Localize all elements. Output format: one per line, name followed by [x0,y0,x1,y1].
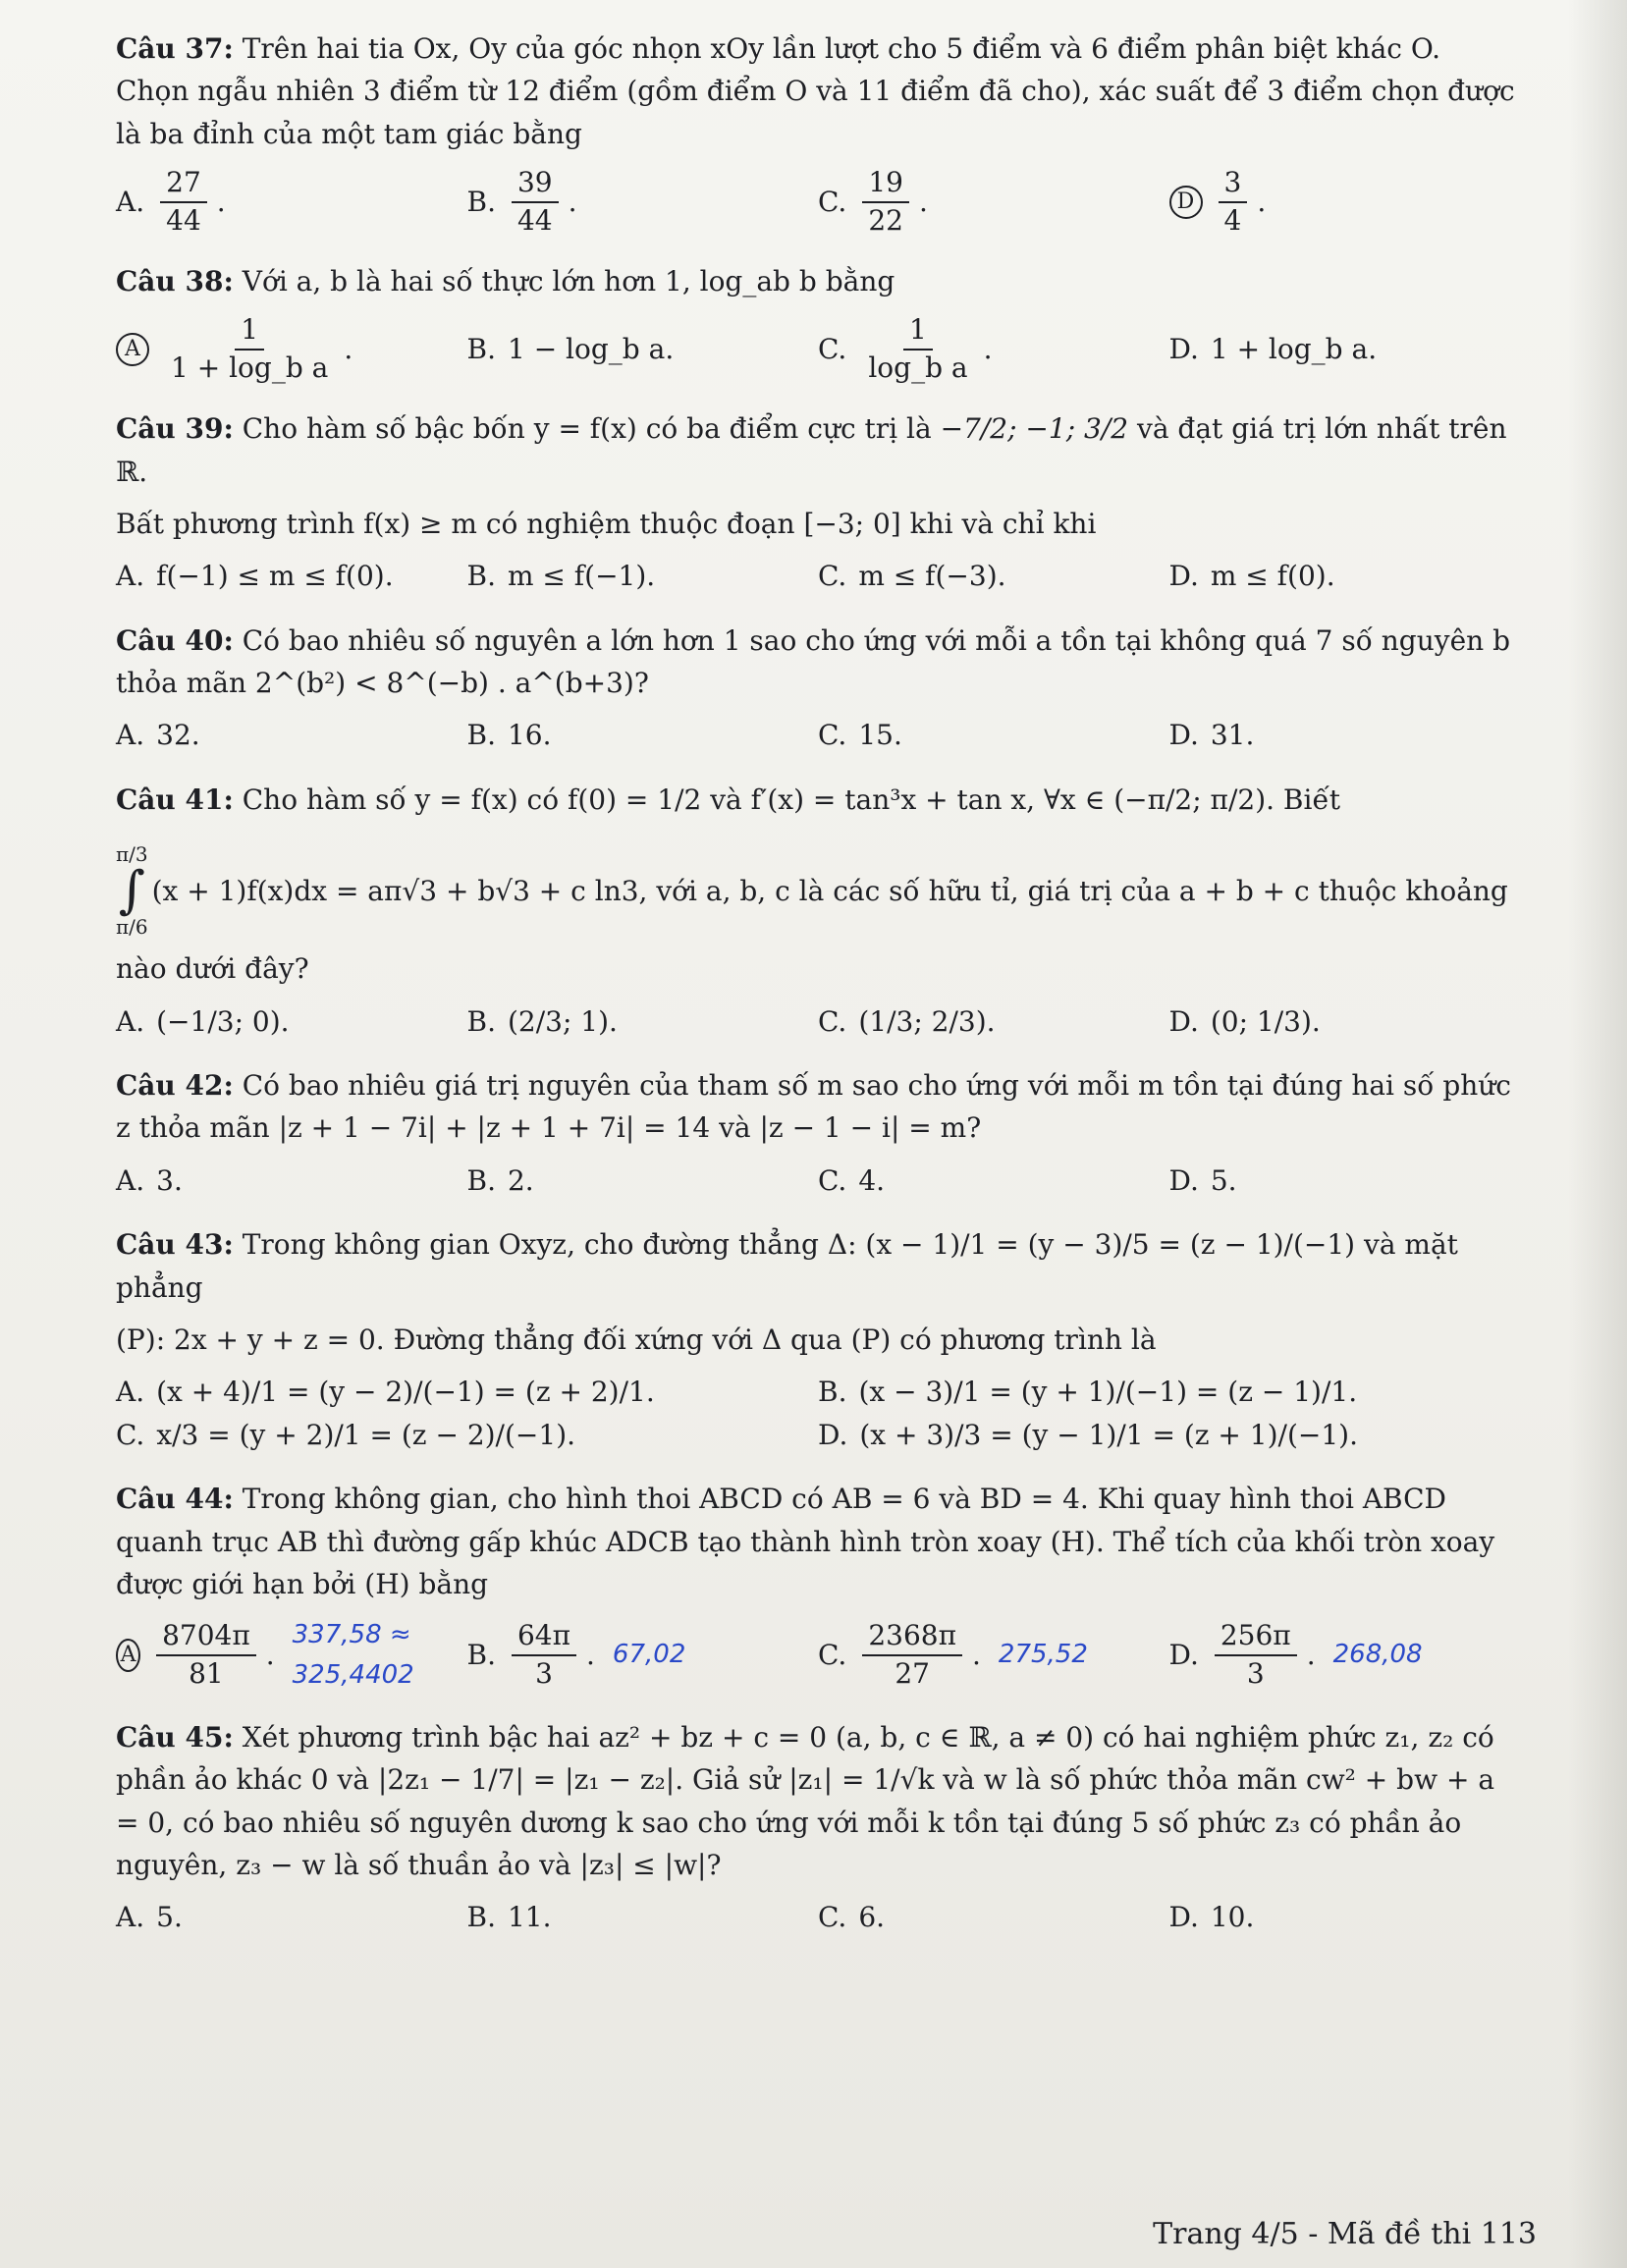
option-c[interactable]: C. $\frac{19}{22}$ . [818,165,1169,239]
option-text: 11. [507,1901,552,1934]
answer-options [116,1000,1520,1043]
option-a[interactable] [116,714,467,756]
option-letter: C. [116,1418,145,1451]
option-text: (x − 3)/1 = (y + 1)/(−1) = (z − 1)/1. [858,1376,1358,1409]
option-letter: B. [466,1004,496,1038]
option-letter: C. [818,719,847,752]
question-label: Câu 38: [116,264,234,297]
integrand-text: (x + 1)f(x)dx = aπ√3 + b√3 + c ln3, với a, b, c là các số hữu tỉ, giá trị của a + b + c thuộc khoảng [151,874,1508,907]
answer-options [116,1615,1520,1695]
question-label: Câu 43: [116,1228,234,1262]
option-a[interactable]: A $\frac{1}{\text{1 + log\_b a}}$ . [116,312,467,386]
option-c[interactable]: C. $\frac{2368\pi}{27}$ . 275,52 [818,1618,1169,1692]
answer-options [116,555,1520,597]
question-39 [116,407,1520,598]
option-b[interactable] [467,1896,819,1938]
circled-answer-mark: A [116,1639,140,1672]
option-text: m ≤ f(−3). [858,560,1006,593]
option-text: 3. [156,1163,183,1197]
question-text: Với a, b là hai số thực lớn hơn 1, log_ab b bằng [242,264,895,297]
option-text: (2/3; 1). [507,1004,618,1038]
option-d[interactable] [1169,1896,1521,1938]
question-text: Trong không gian Oxyz, cho đường thẳng Δ: (x − 1)/1 = (y − 3)/5 = (z − 1)/(−1) và mặt phẳng [116,1228,1458,1304]
option-letter: A. [116,719,145,752]
answer-options [116,1160,1520,1202]
question-text: Trên hai tia Ox, Oy của góc nhọn xOy lần lượt cho 5 điểm và 6 điểm phân biệt khác O. Chọn ngẫu nhiên 3 điểm từ 12 điểm (gồm điểm O và 11 điểm đã cho), xác suất để 3 điểm chọn được là ba đỉnh của một tam giác bằng [116,32,1515,150]
option-d[interactable] [1169,328,1521,370]
option-c[interactable]: C. $\frac{1}{\text{log\_b a}}$ . [818,312,1169,386]
option-letter: D. [1168,719,1199,752]
option-d[interactable] [1169,714,1521,756]
option-letter: B. [466,333,496,366]
handwritten-note: 67,02 [612,1640,686,1670]
option-a[interactable]: A. $\frac{27}{44}$ . [116,165,467,239]
question-38 [116,260,1520,386]
integral-lower-bound: π/6 [116,915,148,940]
question-text-line3: nào dưới đây? [116,952,309,986]
option-letter: B. [466,560,496,593]
option-d[interactable]: D. $\frac{256\pi}{3}$ . 268,08 [1169,1618,1521,1692]
option-letter: D. [1168,560,1199,593]
integral-expression [116,843,1508,938]
option-b[interactable] [467,714,819,756]
option-letter: B. [466,1163,496,1197]
option-letter: D. [1168,1163,1199,1197]
option-b[interactable] [467,555,819,597]
fraction: $\frac{8704\pi}{81}$ [156,1618,256,1692]
option-letter: B. [818,1376,847,1409]
option-d[interactable] [1169,1000,1521,1043]
option-text: (1/3; 2/3). [858,1004,996,1038]
option-letter: B. [466,719,496,752]
option-text: 5. [1210,1163,1237,1197]
option-letter: A. [116,185,145,218]
question-44 [116,1478,1520,1695]
option-letter: D. [1168,1638,1199,1671]
question-text-line2: Bất phương trình f(x) ≥ m có nghiệm thuộc đoạn [−3; 0] khi và chỉ khi [116,507,1097,540]
fraction: $\frac{19}{22}$ [862,165,909,239]
option-text: 5. [156,1901,183,1934]
question-45 [116,1716,1520,1939]
option-letter: C. [818,1638,847,1671]
fraction: $\frac{2368\pi}{27}$ [862,1618,962,1692]
option-b[interactable] [818,1371,1520,1413]
question-label: Câu 37: [116,32,234,65]
question-label: Câu 41: [116,783,234,816]
handwritten-note: 268,08 [1332,1640,1423,1670]
integral-upper-bound: π/3 [116,842,148,867]
option-text: 10. [1210,1901,1255,1934]
question-40 [116,620,1520,757]
option-text: (x + 4)/1 = (y − 2)/(−1) = (z + 2)/1. [156,1376,655,1409]
option-b[interactable] [467,328,819,370]
option-text: 32. [156,719,200,752]
option-a[interactable] [116,1000,467,1043]
option-c[interactable] [818,555,1169,597]
option-d[interactable] [1169,1160,1521,1202]
option-d[interactable]: D $\frac{3}{4}$ . [1169,165,1521,239]
handwritten-note: 337,58 ≈ 325,4402 [292,1620,414,1690]
fraction: $\frac{1}{\text{log\_b a}}$ [868,313,968,384]
question-text-cont: và đạt giá trị lớn nhất trên ℝ. [116,412,1507,488]
answer-options [116,1896,1520,1938]
answer-options [116,165,1520,239]
answer-options [116,1371,1520,1456]
option-text: (x + 3)/3 = (y − 1)/1 = (z + 1)/(−1). [859,1418,1358,1451]
option-letter: C. [818,185,847,218]
option-letter: A. [116,560,145,593]
option-text: 6. [858,1901,886,1934]
extrema-values: −7/2; −1; 3/2 [940,412,1129,446]
option-a[interactable] [116,1160,467,1202]
option-letter: C. [818,560,847,593]
question-text: Có bao nhiêu giá trị nguyên của tham số m sao cho ứng với mỗi m tồn tại đúng hai số phức z thỏa mãn |z + 1 − 7i| + |z + 1 + 7i| = 14 và |z − 1 − i| = m? [116,1069,1511,1145]
question-label: Câu 42: [116,1069,234,1103]
option-c[interactable] [818,1896,1169,1938]
question-list [116,27,1520,1961]
option-letter: B. [466,1638,496,1671]
question-label: Câu 39: [116,412,234,446]
question-label: Câu 45: [116,1720,234,1754]
option-b[interactable]: B. $\frac{64\pi}{3}$ . 67,02 [467,1618,819,1692]
question-text: Xét phương trình bậc hai az² + bz + c = 0 (a, b, c ∈ ℝ, a ≠ 0) có hai nghiệm phức z₁, z₂ có phần ảo khác 0 và |2z₁ − 1/7| = |z₁ − z₂|. Giả sử |z₁| = 1/√k và w là số phức thỏa mãn cw² + bw + a = 0, có bao nhiêu số nguyên dương k sao cho ứng với mỗi k tồn tại đúng 5 số phức z₃ có phần ảo nguyên, z₃ − w là số thuần ảo và |z₃| ≤ |w|? [116,1720,1495,1882]
fraction: $\frac{3}{4}$ [1219,165,1248,239]
fraction: $\frac{256\pi}{3}$ [1215,1618,1297,1692]
circled-answer-mark: D [1169,186,1203,219]
option-letter: D. [1168,1901,1199,1934]
option-b[interactable] [467,1000,819,1043]
question-text: Cho hàm số bậc bốn y = f(x) có ba điểm cực trị là [242,412,932,446]
option-text: x/3 = (y + 2)/1 = (z − 2)/(−1). [156,1418,576,1451]
question-37 [116,27,1520,239]
question-text: Trong không gian, cho hình thoi ABCD có AB = 6 và BD = 4. Khi quay hình thoi ABCD quanh trục AB thì đường gấp khúc ADCB tạo thành hình tròn xoay (H). Thể tích của khối tròn xoay được giới hạn bởi (H) bằng [116,1483,1495,1600]
option-a[interactable] [116,1371,818,1413]
option-letter: D. [1168,333,1199,366]
fraction: $\frac{1}{\text{1 + log\_b a}}$ [171,313,329,384]
option-c[interactable] [818,1000,1169,1043]
option-a[interactable] [116,1896,467,1938]
option-text: 15. [858,719,902,752]
option-letter: D. [1168,1004,1199,1038]
option-a[interactable]: A $\frac{8704\pi}{81}$ . 337,58 ≈ 325,4402 [116,1615,467,1695]
option-text: m ≤ f(−1). [507,560,656,593]
question-label: Câu 40: [116,623,234,657]
option-b[interactable]: B. $\frac{39}{44}$ . [467,165,819,239]
option-c[interactable] [818,1160,1169,1202]
option-letter: A. [116,1163,145,1197]
option-letter: A. [116,1376,145,1409]
option-letter: B. [466,1901,496,1934]
question-text-line2: (P): 2x + y + z = 0. Đường thẳng đối xứng với Δ qua (P) có phương trình là [116,1323,1157,1356]
question-42 [116,1064,1520,1202]
option-d[interactable] [1169,555,1521,597]
option-text: (0; 1/3). [1210,1004,1321,1038]
answer-options [116,714,1520,756]
option-text: 2. [507,1163,534,1197]
question-text: Có bao nhiêu số nguyên a lớn hơn 1 sao cho ứng với mỗi a tồn tại không quá 7 số nguyên b thỏa mãn 2^(b²) < 8^(−b) . a^(b+3)? [116,623,1511,700]
option-letter: C. [818,1163,847,1197]
option-c[interactable] [818,714,1169,756]
option-a[interactable] [116,555,467,597]
option-letter: D. [818,1418,848,1451]
fraction: $\frac{39}{44}$ [512,165,559,239]
fraction: $\frac{64\pi}{3}$ [512,1618,576,1692]
option-text: (−1/3; 0). [156,1004,290,1038]
integral-sign: π/3 ∫ π/6 [116,842,148,940]
question-43 [116,1223,1520,1456]
answer-options [116,312,1520,386]
option-b[interactable] [467,1160,819,1202]
option-text: f(−1) ≤ m ≤ f(0). [156,560,394,593]
option-letter: C. [818,333,847,366]
circled-answer-mark: A [116,333,149,366]
fraction: $\frac{27}{44}$ [160,165,207,239]
option-text: 1 + log_b a. [1210,333,1378,366]
question-text: Cho hàm số y = f(x) có f(0) = 1/2 và f′(x) = tan³x + tan x, ∀x ∈ (−π/2; π/2). Biết [242,783,1340,816]
option-text: 1 − log_b a. [507,333,675,366]
option-letter: C. [818,1004,847,1038]
page-footer: Trang 4/5 - Mã đề thi 113 [1153,2217,1537,2251]
option-letter: A. [116,1004,145,1038]
page-edge-shadow [1568,0,1627,2268]
option-letter: C. [818,1901,847,1934]
option-text: 4. [858,1163,886,1197]
question-label: Câu 44: [116,1483,234,1516]
handwritten-note: 275,52 [998,1640,1088,1670]
option-letter: A. [116,1901,145,1934]
option-c[interactable] [116,1414,818,1456]
question-41 [116,779,1520,1043]
option-text: 31. [1210,719,1255,752]
option-d[interactable] [818,1414,1520,1456]
option-text: 16. [507,719,552,752]
option-letter: B. [466,185,496,218]
option-text: m ≤ f(0). [1210,560,1335,593]
